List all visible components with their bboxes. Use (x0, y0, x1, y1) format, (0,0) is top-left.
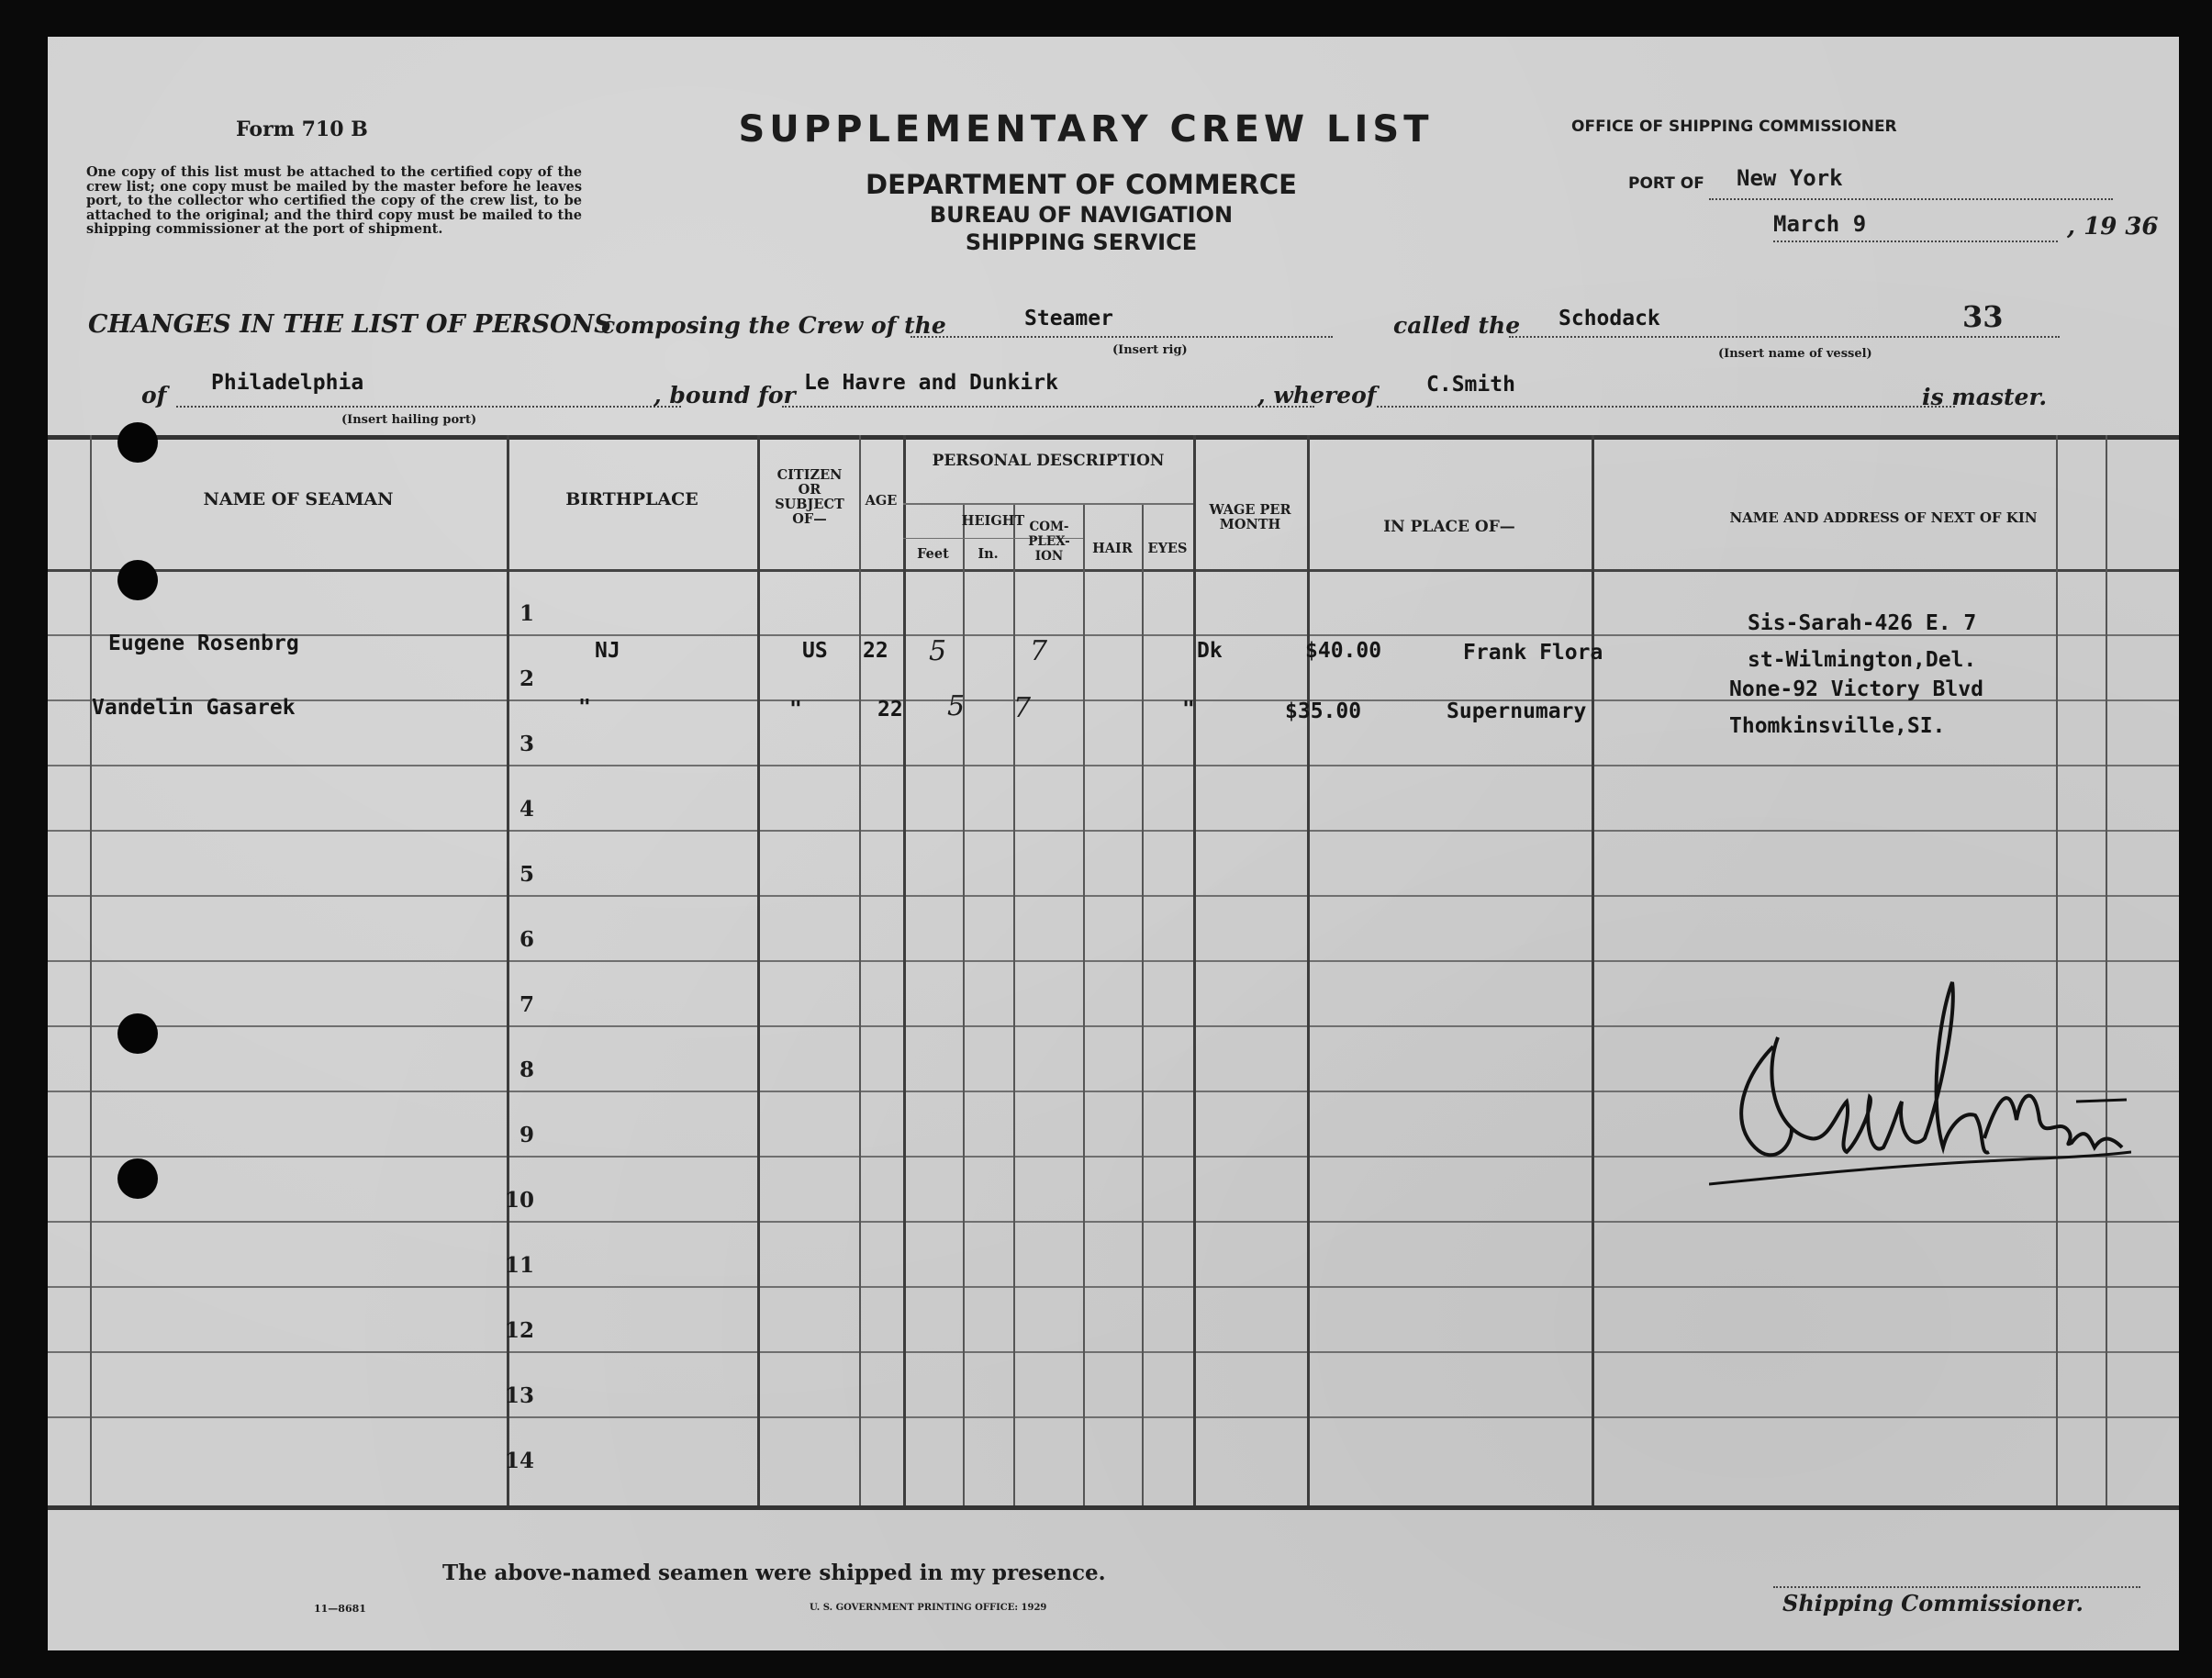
row1-kin-line1: Sis-Sarah-426 E. 7 (1748, 611, 1977, 635)
row-rule (48, 830, 2179, 832)
header-wage: WAGE PER MONTH (1209, 502, 1291, 532)
row-number: 7 (519, 992, 534, 1017)
bound-for-value: Le Havre and Dunkirk (804, 371, 1058, 395)
header-feet: Feet (917, 546, 949, 562)
row2-name: Vandelin Gasarek (92, 696, 296, 720)
row-rule (48, 1351, 2179, 1353)
form-number: Form 710 B (236, 117, 368, 141)
row-number: 13 (504, 1383, 534, 1408)
col-rule-feet (963, 503, 965, 1505)
shipping-commissioner-label: Shipping Commissioner. (1782, 1590, 2084, 1616)
header-height: HEIGHT (961, 513, 1025, 529)
form-title: SUPPLEMENTARY CREW LIST (738, 108, 1434, 151)
bound-field-line (782, 406, 1314, 408)
port-field-line (1709, 198, 2113, 200)
row1-name: Eugene Rosenbrg (108, 632, 299, 655)
office-label: OFFICE OF SHIPPING COMMISSIONER (1571, 117, 1897, 136)
row2-in-place-of: Supernumary (1447, 699, 1587, 723)
bureau-heading: BUREAU OF NAVIGATION (929, 202, 1234, 228)
is-master-label: is master. (1922, 384, 2048, 410)
row-number: 10 (504, 1188, 534, 1213)
of-label: of (141, 382, 167, 408)
row1-wage: $40.00 (1305, 639, 1382, 663)
col-rule-wage (1307, 435, 1310, 1505)
form-instructions: One copy of this list must be attached to the certified copy of the crew list; one copy must be mailed by the master before he leaves port, to the collector who certified the copy of the crew list, to be attached to the original; and the third copy must be mailed to the shipping commissioner at the port of shipment. (86, 164, 582, 237)
row-rule (48, 1286, 2179, 1288)
row1-age: 22 (863, 639, 888, 663)
punch-hole (117, 1158, 158, 1199)
col-rule-birthplace (757, 435, 760, 1505)
row1-kin-line2: st-Wilmington,Del. (1748, 648, 1977, 672)
master-value: C.Smith (1426, 373, 1515, 397)
rig-caption: (Insert rig) (1112, 343, 1188, 357)
row-number: 6 (519, 927, 534, 952)
vessel-field-line (1509, 336, 2060, 338)
called-label: called the (1393, 312, 1521, 339)
bound-label: , bound for (654, 382, 796, 408)
row-rule (48, 1416, 2179, 1418)
table-bottom-rule (48, 1505, 2179, 1510)
row1-in-place-of: Frank Flora (1463, 641, 1603, 665)
header-birthplace: BIRTHPLACE (565, 489, 698, 509)
row-rule (48, 895, 2179, 897)
header-next-of-kin: NAME AND ADDRESS OF NEXT OF KIN (1729, 509, 2038, 526)
vessel-number: 33 (1962, 299, 2004, 334)
footer-code: 11—8681 (314, 1603, 366, 1615)
port-value: New York (1737, 165, 1843, 191)
table-top-rule (48, 435, 2179, 440)
vessel-name-value: Schodack (1558, 307, 1660, 330)
col-rule-eyes (1193, 435, 1196, 1505)
date-year: , 19 36 (2067, 213, 2159, 241)
row2-birthplace: " (578, 696, 591, 720)
row-number: 4 (519, 797, 534, 822)
row2-wage: $35.00 (1285, 699, 1362, 723)
row1-birthplace: NJ (595, 639, 620, 663)
personal-description-rule (903, 503, 1193, 505)
punch-hole (117, 560, 158, 600)
hailing-port-value: Philadelphia (211, 371, 364, 395)
footer-printer: U. S. GOVERNMENT PRINTING OFFICE: 1929 (810, 1603, 1047, 1613)
row-number: 9 (519, 1123, 534, 1147)
rig-field-line (910, 336, 1333, 338)
col-rule-name (507, 435, 509, 1505)
header-personal-description: PERSONAL DESCRIPTION (932, 452, 1165, 470)
department-heading: DEPARTMENT OF COMMERCE (866, 169, 1297, 200)
master-field-line (1377, 406, 1955, 408)
punch-hole (117, 422, 158, 463)
port-label: PORT OF (1628, 174, 1704, 193)
col-rule-left (90, 435, 92, 1505)
col-rule-citizen (859, 435, 861, 1505)
punch-hole (117, 1013, 158, 1054)
whereof-label: , whereof (1257, 382, 1377, 408)
row1-citizen: US (802, 639, 828, 663)
header-age: AGE (865, 493, 898, 509)
commissioner-signature-line (1773, 1586, 2140, 1588)
header-name: NAME OF SEAMAN (203, 489, 394, 509)
service-heading: SHIPPING SERVICE (965, 229, 1198, 255)
composing-label: composing the Crew of the (601, 312, 946, 339)
row-number: 3 (519, 732, 534, 756)
row-rule (48, 1221, 2179, 1223)
header-bottom-rule (48, 569, 2179, 572)
crew-list-form (48, 37, 2179, 1650)
header-hair: HAIR (1092, 541, 1133, 556)
vessel-caption: (Insert name of vessel) (1718, 347, 1872, 361)
header-citizen: CITIZEN OR SUBJECT OF— (775, 467, 844, 527)
row2-age: 22 (877, 698, 903, 722)
header-inches: In. (978, 546, 999, 562)
row-rule (48, 765, 2179, 766)
row-number: 8 (519, 1057, 534, 1082)
footer-statement: The above-named seamen were shipped in my presence. (442, 1561, 1106, 1585)
header-eyes: EYES (1147, 541, 1188, 556)
col-rule-inches (1013, 503, 1015, 1505)
row2-kin-line1: None-92 Victory Blvd (1729, 677, 1983, 701)
hailing-field-line (176, 406, 681, 408)
header-complexion: COM- PLEX- ION (1028, 520, 1070, 564)
row2-hair: " (1182, 698, 1195, 722)
row1-feet: 5 (929, 635, 947, 667)
col-rule-age (903, 435, 906, 1505)
row2-inches: 7 (1013, 692, 1032, 724)
row-number: 11 (504, 1253, 534, 1278)
row2-feet: 5 (947, 690, 966, 722)
header-in-place-of: IN PLACE OF— (1383, 518, 1515, 536)
row1-inches: 7 (1030, 635, 1048, 667)
rig-value: Steamer (1024, 307, 1113, 330)
row-rule (48, 960, 2179, 962)
row-number: 14 (504, 1449, 534, 1473)
row2-kin-line2: Thomkinsville,SI. (1729, 714, 1946, 738)
hailing-caption: (Insert hailing port) (341, 413, 477, 427)
row-number: 2 (519, 666, 534, 691)
col-rule-hair (1142, 503, 1144, 1505)
row2-citizen: " (789, 698, 802, 722)
date-field-line (1773, 241, 2058, 242)
col-rule-complexion (1083, 503, 1085, 1505)
master-signature (1709, 964, 2131, 1193)
row-number: 12 (504, 1318, 534, 1343)
date-value: March 9 (1773, 211, 1867, 237)
row-number: 5 (519, 862, 534, 887)
changes-label: CHANGES IN THE LIST OF PERSONS (88, 310, 612, 339)
row-number: 1 (519, 601, 534, 626)
row1-hair: Dk (1197, 639, 1223, 663)
col-rule-inplace (1592, 435, 1594, 1505)
